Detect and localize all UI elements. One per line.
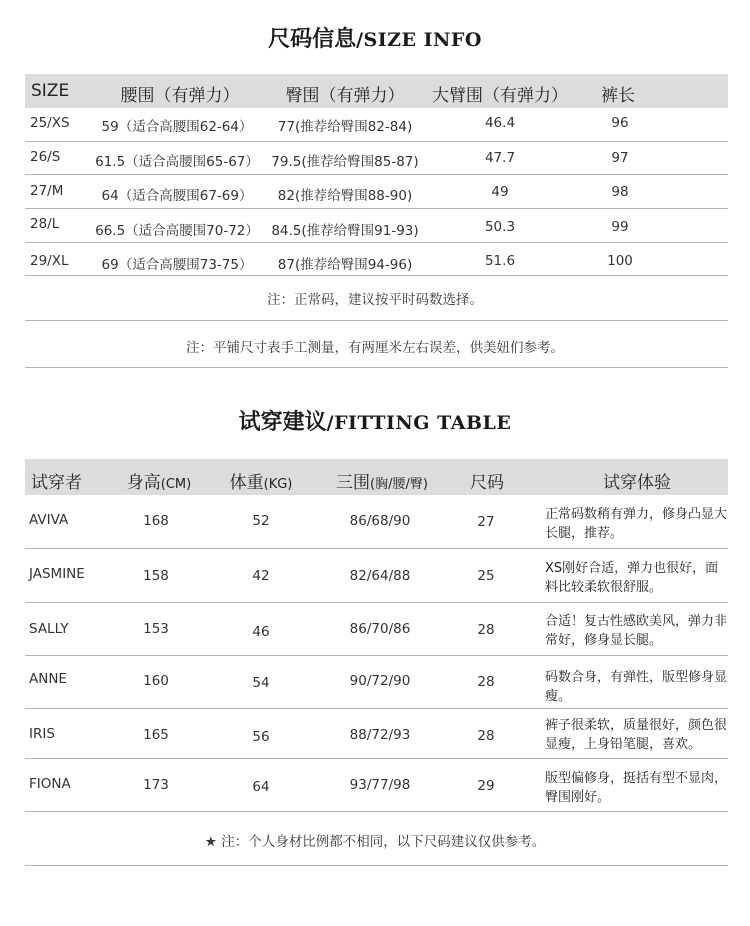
cell-waist: 69（适合高腰围73-75）	[101, 257, 253, 273]
cell-arm: 47.7	[484, 150, 516, 166]
size-info-title-en: /SIZE INFO	[356, 29, 482, 51]
size-table-header	[25, 74, 728, 108]
cell-bwh: 86/70/86	[349, 621, 411, 637]
cell-size: 28/L	[30, 216, 60, 232]
header-name: 试穿者	[31, 473, 82, 493]
cell-hip: 84.5(推荐给臀围91-93)	[271, 223, 419, 239]
cell-length: 97	[611, 150, 629, 166]
row-divider	[25, 811, 728, 812]
cell-fit-size: 28	[477, 622, 495, 638]
fitting-table-header	[25, 459, 728, 495]
header-size: SIZE	[31, 81, 70, 101]
cell-name: ANNE	[29, 671, 67, 687]
cell-weight: 54	[252, 675, 270, 691]
size-note-2: 注：平铺尺寸表手工测量，有两厘米左右误差，供美妞们参考。	[186, 340, 564, 356]
row-divider	[25, 320, 728, 321]
cell-name: IRIS	[29, 726, 55, 742]
header-weight	[230, 468, 293, 493]
cell-fit-size: 27	[477, 514, 495, 530]
cell-experience: 裤子很柔软，质量很好，颜色很显瘦，上身铅笔腿，喜欢。	[545, 718, 728, 752]
header-bwh-label: 三围	[336, 473, 371, 493]
cell-weight: 56	[252, 729, 270, 745]
header-fit-size: 尺码	[470, 473, 504, 493]
header-weight-unit: (KG)	[263, 477, 293, 492]
cell-weight: 64	[252, 779, 270, 795]
cell-bwh: 93/77/98	[349, 777, 411, 793]
cell-weight: 42	[252, 568, 270, 584]
cell-hip: 77(推荐给臀围82-84)	[277, 119, 413, 135]
cell-size: 27/M	[30, 183, 64, 199]
row-divider	[25, 174, 728, 175]
cell-name: AVIVA	[29, 512, 69, 528]
header-height-unit: (CM)	[160, 477, 192, 492]
header-length: 裤长	[601, 86, 635, 106]
cell-experience: 正常码数稍有弹力，修身凸显大长腿，推荐。	[545, 507, 728, 541]
size-info-title	[0, 26, 750, 54]
row-divider	[25, 141, 728, 142]
row-divider	[25, 758, 728, 759]
cell-length: 96	[611, 115, 629, 131]
row-divider	[25, 208, 728, 209]
fitting-title-cn: 试穿建议	[238, 410, 327, 435]
cell-experience: XS刚好合适，弹力也很好，面料比较柔软很舒服。	[545, 561, 719, 595]
cell-hip: 79.5(推荐给臀围85-87)	[271, 154, 419, 170]
row-divider	[25, 708, 728, 709]
cell-hip: 82(推荐给臀围88-90)	[277, 188, 413, 204]
cell-fit-size: 25	[477, 568, 495, 584]
cell-name: FIONA	[29, 776, 71, 792]
cell-height: 168	[143, 513, 169, 529]
size-note-1: 注：正常码，建议按平时码数选择。	[267, 292, 483, 308]
cell-size: 25/XS	[30, 115, 70, 131]
row-divider	[25, 242, 728, 243]
fitting-note: ★ 注：个人身材比例都不相同，以下尺码建议仅供参考。	[204, 834, 546, 850]
cell-length: 99	[611, 219, 629, 235]
cell-weight: 46	[252, 624, 270, 640]
cell-bwh: 90/72/90	[349, 673, 411, 689]
cell-fit-size: 28	[477, 728, 495, 744]
cell-size: 29/XL	[30, 253, 69, 269]
header-hip: 臀围（有弹力）	[285, 86, 405, 106]
cell-hip: 87(推荐给臀围94-96)	[277, 257, 413, 273]
header-bwh-unit: (胸/腰/臀)	[370, 477, 428, 492]
header-weight-label: 体重	[229, 473, 264, 493]
cell-length: 100	[607, 253, 633, 269]
cell-weight: 52	[252, 513, 270, 529]
cell-height: 158	[143, 568, 169, 584]
cell-bwh: 82/64/88	[349, 568, 411, 584]
header-bwh	[336, 468, 428, 493]
cell-arm: 49	[491, 184, 509, 200]
cell-arm: 46.4	[484, 115, 516, 131]
header-arm: 大臂围（有弹力）	[432, 86, 568, 106]
cell-name: SALLY	[29, 621, 69, 637]
row-divider	[25, 655, 728, 656]
header-height	[127, 468, 191, 493]
cell-experience: 码数合身，有弹性，版型修身显瘦。	[545, 670, 728, 704]
cell-length: 98	[611, 184, 629, 200]
cell-experience: 版型偏修身，挺括有型不显肉，臀围刚好。	[545, 771, 728, 805]
cell-arm: 51.6	[484, 253, 516, 269]
cell-bwh: 88/72/93	[349, 727, 411, 743]
cell-height: 160	[143, 673, 169, 689]
fitting-title	[0, 409, 750, 437]
cell-waist: 66.5（适合高腰围70-72）	[95, 223, 259, 239]
cell-waist: 64（适合高腰围67-69）	[101, 188, 253, 204]
header-waist: 腰围（有弹力）	[120, 86, 240, 106]
cell-arm: 50.3	[484, 219, 516, 235]
row-divider	[25, 548, 728, 549]
cell-height: 165	[143, 727, 169, 743]
cell-size: 26/S	[30, 149, 61, 165]
cell-waist: 61.5（适合高腰围65-67）	[95, 154, 259, 170]
cell-height: 153	[143, 621, 169, 637]
fitting-title-en: /FITTING TABLE	[326, 412, 512, 434]
cell-name: JASMINE	[29, 566, 85, 582]
cell-experience: 合适！复古性感欧美风，弹力非常好，修身显长腿。	[545, 614, 728, 648]
cell-height: 173	[143, 777, 169, 793]
cell-fit-size: 29	[477, 778, 495, 794]
cell-fit-size: 28	[477, 674, 495, 690]
row-divider	[25, 602, 728, 603]
header-experience: 试穿体验	[603, 473, 671, 493]
cell-bwh: 86/68/90	[349, 513, 411, 529]
size-info-title-cn: 尺码信息	[268, 27, 357, 52]
row-divider	[25, 275, 728, 276]
header-height-label: 身高	[126, 473, 161, 493]
row-divider	[25, 367, 728, 368]
row-divider	[25, 865, 728, 866]
cell-waist: 59（适合高腰围62-64）	[101, 119, 253, 135]
